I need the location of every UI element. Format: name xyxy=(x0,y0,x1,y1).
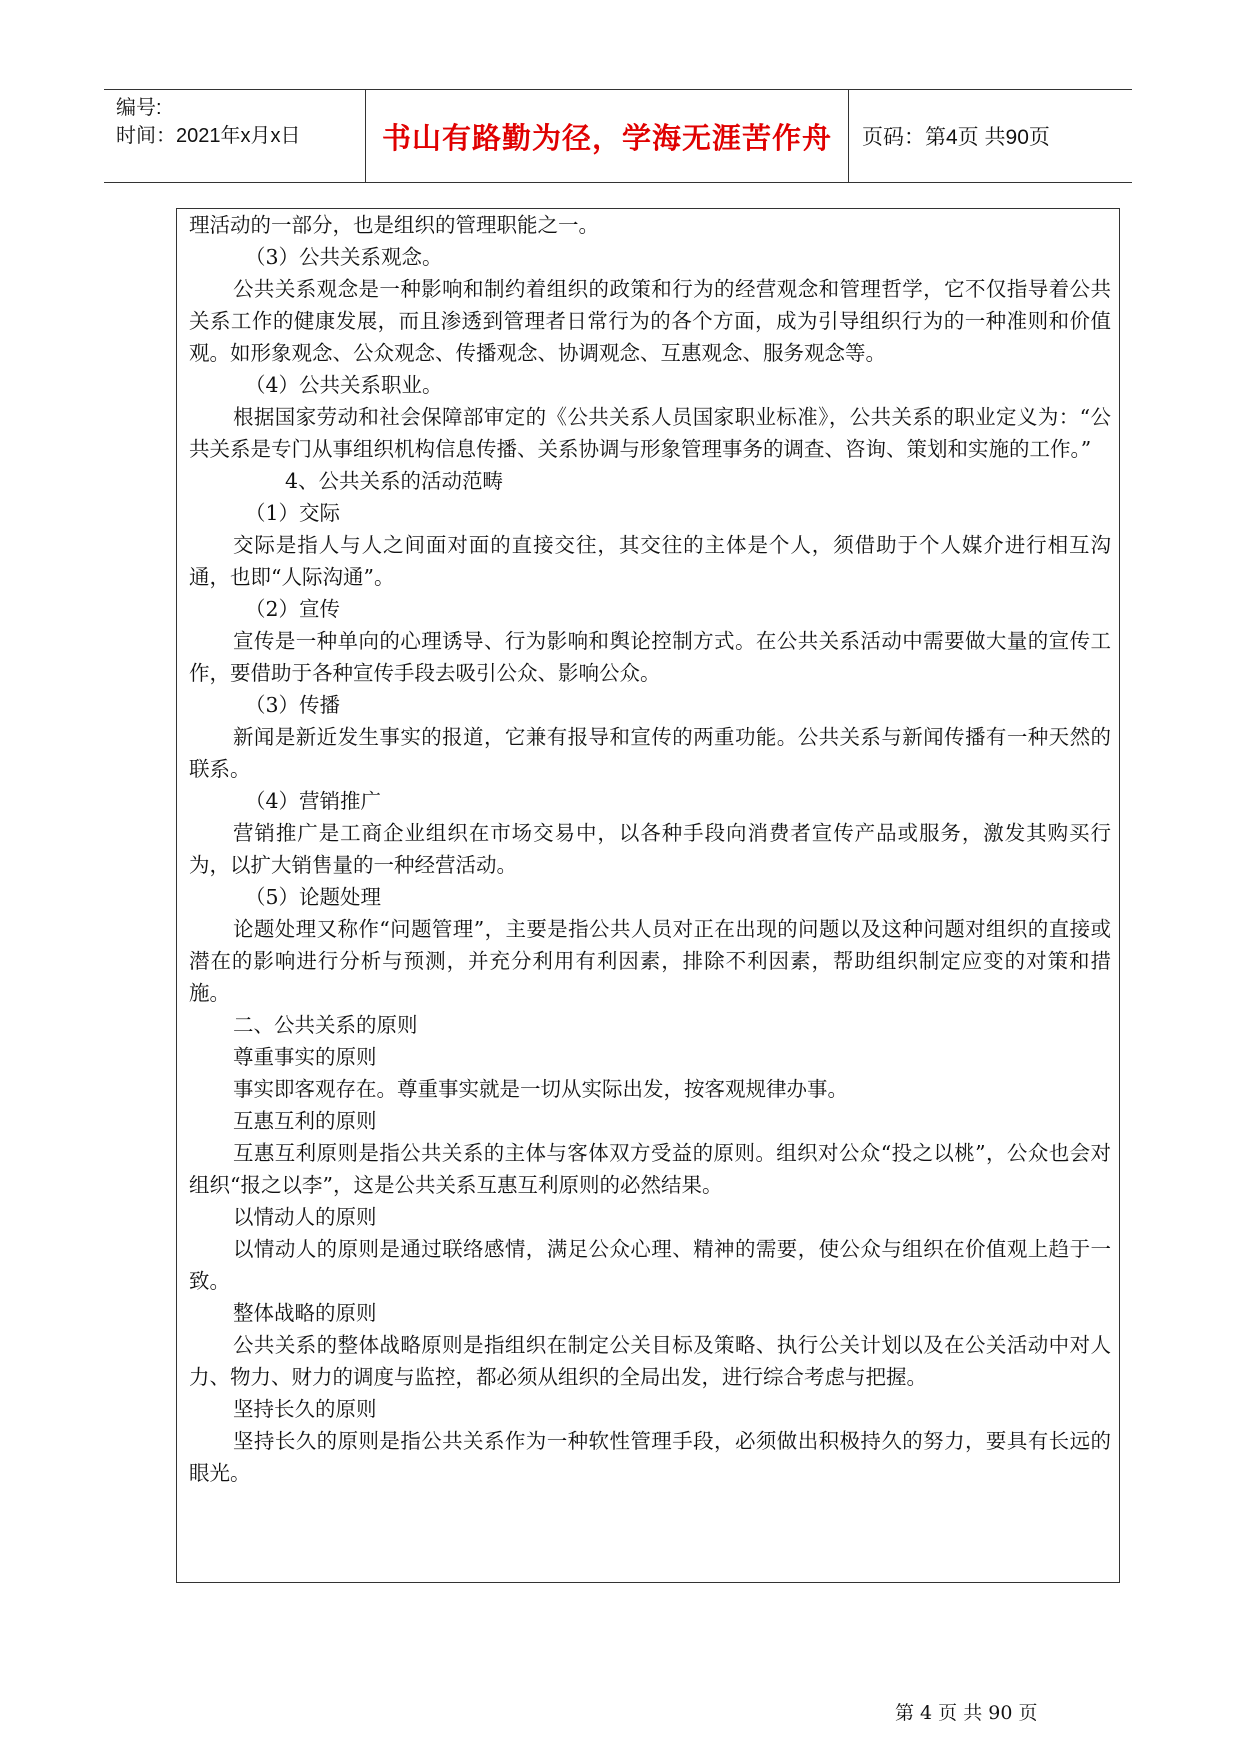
paragraph: （3）传播 xyxy=(245,693,341,717)
header-motto: 书山有路勤为径，学海无涯苦作舟 xyxy=(381,120,832,155)
paragraph: 尊重事实的原则 xyxy=(233,1045,377,1069)
paragraph: （1）交际 xyxy=(245,501,341,525)
header-meta xyxy=(116,94,356,150)
paragraph: 公共关系的整体战略原则是指组织在制定公关目标及策略、执行公关计划以及在公关活动中对人力、物力、财力的调度与监控，都必须从组织的全局出发，进行综合考虑与把握。 xyxy=(189,1333,1111,1389)
time-label: 时间：2021年x月x日 xyxy=(116,125,301,147)
paragraph: （5）论题处理 xyxy=(245,885,382,909)
paragraph: 论题处理又称作“问题管理”，主要是指公共人员对正在出现的问题以及这种问题对组织的直接或潜在的影响进行分析与预测，并充分利用有利因素，排除不利因素，帮助组织制定应变的对策和措施。 xyxy=(189,917,1111,1005)
paragraph: 互惠互利原则是指公共关系的主体与客体双方受益的原则。组织对公众“投之以桃”，公众也会对组织“报之以李”，这是公共关系互惠互利原则的必然结果。 xyxy=(189,1141,1111,1197)
paragraph: 整体战略的原则 xyxy=(233,1301,377,1325)
paragraph: 公共关系观念是一种影响和制约着组织的政策和行为的经营观念和管理哲学，它不仅指导着公共关系工作的健康发展，而且渗透到管理者日常行为的各个方面，成为引导组织行为的一种准则和价值观。如形象观念、公众观念、传播观念、协调观念、互惠观念、服务观念等。 xyxy=(189,277,1111,365)
paragraph: 营销推广是工商企业组织在市场交易中，以各种手段向消费者宣传产品或服务，激发其购买行为，以扩大销售量的一种经营活动。 xyxy=(189,821,1111,877)
paragraph: 二、公共关系的原则 xyxy=(233,1013,418,1037)
header-page-code: 页码：第4页 共90页 xyxy=(862,126,1050,149)
page-footer: 第 4 页 共 90 页 xyxy=(895,1702,1038,1724)
paragraph: 交际是指人与人之间面对面的直接交往，其交往的主体是个人，须借助于个人媒介进行相互沟通，也即“人际沟通”。 xyxy=(189,533,1111,589)
paragraph: 根据国家劳动和社会保障部审定的《公共关系人员国家职业标准》，公共关系的职业定义为：“公共关系是专门从事组织机构信息传播、关系协调与形象管理事务的调查、咨询、策划和实施的工作。” xyxy=(189,405,1111,461)
paragraph: 宣传是一种单向的心理诱导、行为影响和舆论控制方式。在公共关系活动中需要做大量的宣传工作，要借助于各种宣传手段去吸引公众、影响公众。 xyxy=(189,629,1111,685)
body-text xyxy=(189,209,1111,1489)
content-box xyxy=(176,208,1120,1583)
paragraph: 理活动的一部分，也是组织的管理职能之一。 xyxy=(189,213,599,237)
paragraph: 以情动人的原则 xyxy=(233,1205,377,1229)
paragraph: 互惠互利的原则 xyxy=(233,1109,377,1133)
paragraph: 坚持长久的原则是指公共关系作为一种软性管理手段，必须做出积极持久的努力，要具有长远的眼光。 xyxy=(189,1429,1111,1485)
paragraph: （4）营销推广 xyxy=(245,789,382,813)
header-divider xyxy=(365,90,366,182)
paragraph: 坚持长久的原则 xyxy=(233,1397,377,1421)
serial-label: 编号: xyxy=(116,97,162,119)
paragraph: 4、公共关系的活动范畴 xyxy=(285,469,504,493)
paragraph: （4）公共关系职业。 xyxy=(245,373,443,397)
header-divider xyxy=(848,90,849,182)
paragraph: 以情动人的原则是通过联络感情，满足公众心理、精神的需要，使公众与组织在价值观上趋于一致。 xyxy=(189,1237,1111,1293)
paragraph: 新闻是新近发生事实的报道，它兼有报导和宣传的两重功能。公共关系与新闻传播有一种天然的联系。 xyxy=(189,725,1111,781)
paragraph: 事实即客观存在。尊重事实就是一切从实际出发，按客观规律办事。 xyxy=(233,1077,848,1101)
paragraph: （2）宣传 xyxy=(245,597,341,621)
document-header xyxy=(104,89,1132,183)
paragraph: （3）公共关系观念。 xyxy=(245,245,443,269)
